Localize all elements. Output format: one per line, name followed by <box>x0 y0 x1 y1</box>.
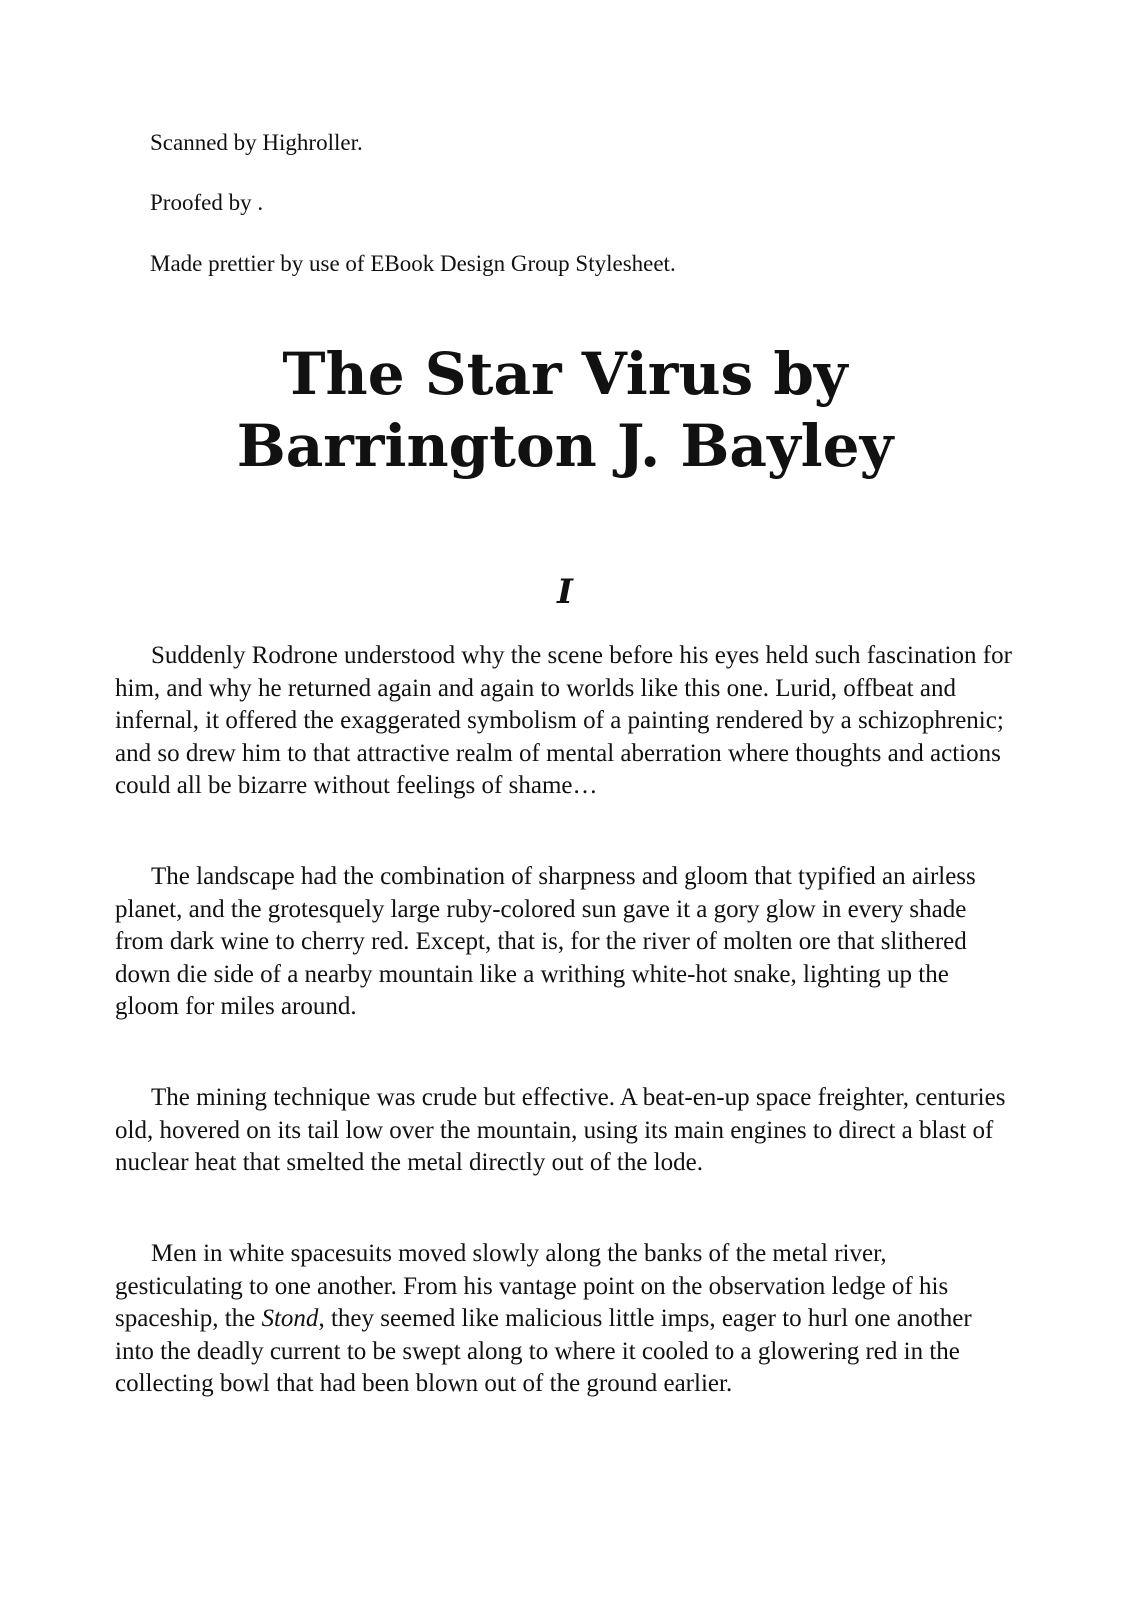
paragraph-4-text-a: Men in white spacesuits moved slowly along the banks of the metal river, gesticulating to one another. From his vantage point on the observation ledge of his spaceship, the <box>115 1240 949 1333</box>
title-line-2: Barrington J. Bayley <box>236 412 894 480</box>
title-line-1: The Star Virus by <box>282 340 848 408</box>
credit-proofed: Proofed by . <box>150 190 264 215</box>
book-title <box>0 338 1130 482</box>
paragraph-1: Suddenly Rodrone understood why the scene before his eyes held such fascination for him, and why he returned again and again to worlds like this one. Lurid, offbeat and infernal, it offered the exaggerated symbolism of a painting rendered by a schizophrenic; and so drew him to that attractive realm of mental aberration where thoughts and actions could all be bizarre without feelings of shame… <box>115 642 1012 800</box>
chapter-heading: I <box>557 572 573 612</box>
paragraph-3: The mining technique was crude but effective. A beat-en-up space freighter, centuries old, hovered on its tail low over the mountain, using its main engines to direct a blast of nuclear heat that smelted the metal directly out of the lode. <box>115 1084 1006 1177</box>
ship-name: Stond <box>261 1305 319 1333</box>
credit-stylesheet: Made prettier by use of EBook Design Group Stylesheet. <box>150 251 676 276</box>
paragraph-4 <box>115 1238 1015 1401</box>
credit-scanned: Scanned by Highroller. <box>150 130 363 155</box>
paragraph-4-text-b: , they seemed like malicious little imps, eager to hurl one another into the deadly current to be swept along to where it cooled to a glowering red in the collecting bowl that had been blown out of the ground earlier. <box>115 1305 972 1398</box>
paragraph-2: The landscape had the combination of sharpness and gloom that typified an airless planet, and the grotesquely large ruby-colored sun gave it a gory glow in every shade from dark wine to cherry red. Except, that is, for the river of molten ore that slithered down die side of a nearby mountain like a writhing white-hot snake, lighting up the gloom for miles around. <box>115 863 976 1021</box>
